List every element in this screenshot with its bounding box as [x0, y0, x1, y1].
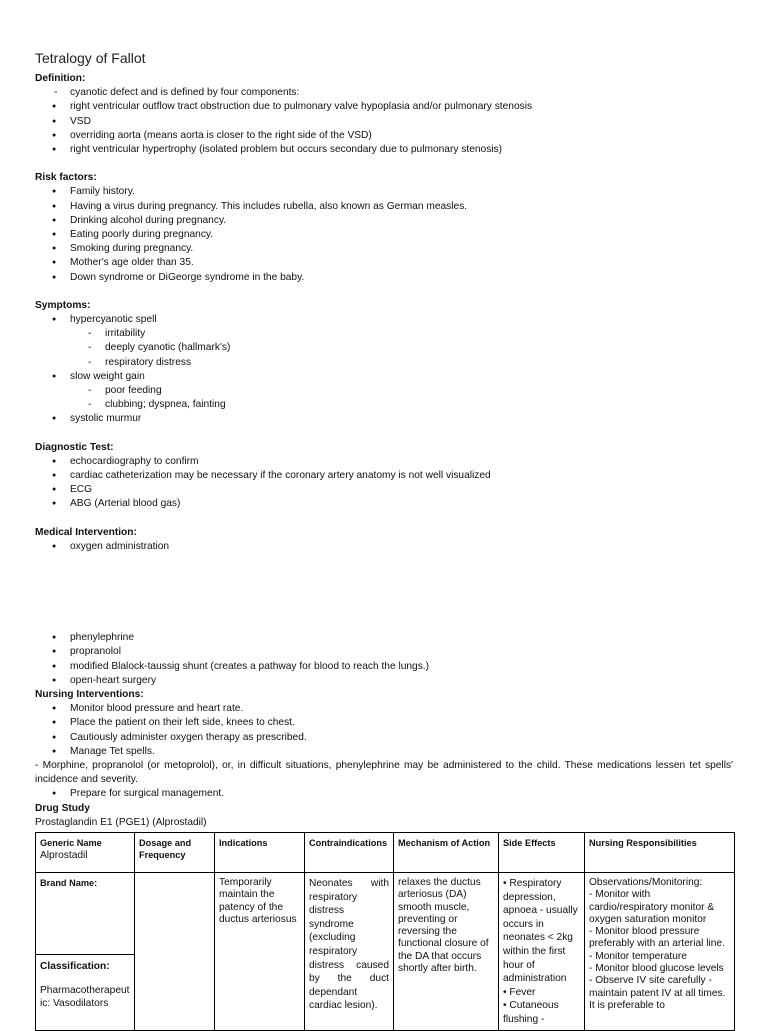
drug-study-heading: Drug Study	[35, 802, 90, 814]
definition-intro: - cyanotic defect and is defined by four components:	[35, 86, 733, 100]
risk-factors-heading: Risk factors:	[35, 172, 97, 184]
sub-list-item: - clubbing; dyspnea, fainting	[35, 398, 733, 412]
dosage-cell	[135, 872, 215, 1031]
list-item: ● ABG (Arterial blood gas)	[35, 497, 733, 511]
list-item: ● echocardiography to confirm	[35, 455, 733, 469]
header-dosage: Dosage and Frequency	[135, 832, 215, 872]
header-generic-name: Generic Name Alprostadil	[36, 832, 135, 872]
list-item: ● Drinking alcohol during pregnancy.	[35, 214, 733, 228]
list-item: ● Cautiously administer oxygen therapy as prescribed.	[35, 731, 733, 745]
header-mechanism: Mechanism of Action	[394, 832, 499, 872]
table-header-row	[36, 832, 735, 872]
list-item: ● overriding aorta (means aorta is closer to the right side of the VSD)	[35, 129, 733, 143]
risk-factors-list	[35, 185, 733, 284]
list-item: ● oxygen administration	[35, 540, 733, 554]
list-item: ● VSD	[35, 115, 733, 129]
list-item: ● Having a virus during pregnancy. This includes rubella, also known as German measles.	[35, 200, 733, 214]
diagnostic-list	[35, 455, 733, 512]
list-item: ● cardiac catheterization may be necessary if the coronary artery anatomy is not well visualized	[35, 469, 733, 483]
list-item: ● ECG	[35, 483, 733, 497]
medical-list-a	[35, 540, 733, 554]
symptoms-list	[35, 313, 733, 427]
indications-cell: Temporarily maintain the patency of the ductus arteriosus	[215, 872, 305, 1031]
drug-study-subtitle: Prostaglandin E1 (PGE1) (Alprostadil)	[35, 816, 207, 828]
sub-list-item: - respiratory distress	[35, 356, 733, 370]
medical-list-b	[35, 631, 733, 688]
list-item: ● Monitor blood pressure and heart rate.	[35, 702, 733, 716]
diagnostic-heading: Diagnostic Test:	[35, 441, 114, 453]
list-item: ● right ventricular hypertrophy (isolated problem but occurs secondary due to pulmonary stenosis)	[35, 143, 733, 157]
definition-list	[35, 86, 733, 157]
list-item: ● slow weight gain	[35, 370, 733, 384]
nursing-list-last	[35, 787, 733, 801]
drug-study-table	[35, 832, 735, 1031]
sub-list-item: - deeply cyanotic (hallmark's)	[35, 341, 733, 355]
header-contraindications: Contraindications	[305, 832, 394, 872]
image-gap	[35, 554, 733, 631]
classification-value: Pharmacotherapeutic: Vasodilators	[40, 985, 130, 1009]
header-side-effects: Side Effects	[499, 832, 585, 872]
nursing-list	[35, 702, 733, 759]
symptoms-heading: Symptoms:	[35, 299, 91, 311]
side-effects-cell: • Respiratory depression, apnoea - usually occurs in neonates < 2kg within the first hour of administration • Fever • Cutaneous flushing -	[499, 872, 585, 1031]
list-item: ● Place the patient on their left side, knees to chest.	[35, 716, 733, 730]
classification-label: Classification:	[40, 960, 110, 972]
list-item: ● phenylephrine	[35, 631, 733, 645]
nursing-responsibilities-cell: Observations/Monitoring: - Monitor with cardio/respiratory monitor & oxygen saturation monitor - Monitor blood pressure preferably with an arterial line. - Monitor temperature - Monitor blood glucose levels - Observe IV site carefully - maintain patent IV at all times. It is preferable to	[585, 872, 735, 1031]
contraindications-cell: Neonates with respiratory distress syndrome (excluding respiratory distress caused by the duct dependant cardiac lesion).	[305, 872, 394, 1031]
table-row	[36, 872, 735, 1031]
list-item: ● propranolol	[35, 645, 733, 659]
sub-list-item: - irritability	[35, 327, 733, 341]
definition-heading: Definition:	[35, 73, 86, 84]
list-item: ● Smoking during pregnancy.	[35, 242, 733, 256]
nursing-heading: Nursing Interventions:	[35, 688, 144, 700]
list-item: ● Manage Tet spells.	[35, 745, 733, 759]
list-item: ● right ventricular outflow tract obstruction due to pulmonary valve hypoplasia and/or pulmonary stenosis	[35, 100, 733, 114]
generic-name-value: Alprostadil	[40, 850, 88, 862]
list-item: ● Prepare for surgical management.	[35, 787, 733, 801]
header-indications: Indications	[215, 832, 305, 872]
mechanism-cell: relaxes the ductus arteriosus (DA) smooth muscle, preventing or reversing the functional closure of the DA that occurs shortly after birth.	[394, 872, 499, 1031]
brand-name-label: Brand Name:	[40, 877, 98, 888]
nursing-note: - Morphine, propranolol (or metoprolol), or, in difficult situations, phenylephrine may be administered to the child. These medications lessen tet spells' incidence and severity.	[35, 759, 733, 786]
header-nursing-responsibilities: Nursing Responsibilities	[585, 832, 735, 872]
document-page	[35, 48, 733, 1031]
medical-heading: Medical Intervention:	[35, 526, 137, 538]
page-title: Tetralogy of Fallot	[35, 50, 146, 66]
list-item: ● open-heart surgery	[35, 674, 733, 688]
list-item: ● Down syndrome or DiGeorge syndrome in the baby.	[35, 271, 733, 285]
list-item: ● systolic murmur	[35, 412, 733, 426]
sub-list-item: - poor feeding	[35, 384, 733, 398]
list-item: ● Mother's age older than 35.	[35, 256, 733, 270]
brand-classification-cell	[36, 872, 135, 1031]
list-item: ● Family history.	[35, 185, 733, 199]
list-item: ● Eating poorly during pregnancy.	[35, 228, 733, 242]
list-item: ● hypercyanotic spell	[35, 313, 733, 327]
list-item: ● modified Blalock-taussig shunt (creates a pathway for blood to reach the lungs.)	[35, 660, 733, 674]
